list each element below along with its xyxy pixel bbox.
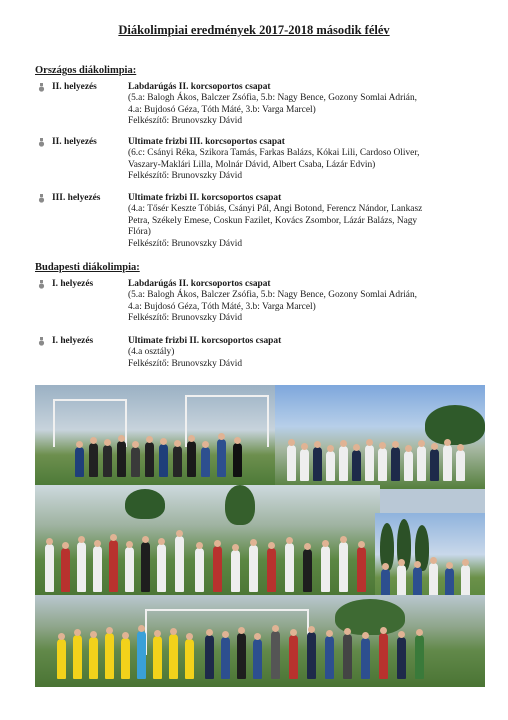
team-photo-group — [35, 485, 380, 600]
team-name: Labdarúgás II. korcsoportos csapat — [128, 279, 271, 289]
section-heading-national: Országos diákolimpia: — [35, 65, 137, 76]
coach-line: Felkészítő: Brunovszky Dávid — [128, 116, 243, 127]
team-members-line: (5.a: Balogh Ákos, Balczer Zsófia, 5.b: Nagy Bence, Gozony Somlai Adrián, — [128, 290, 417, 301]
coach-line: Felkészítő: Brunovszky Dávid — [128, 313, 243, 324]
coach-line: Felkészítő: Brunovszky Dávid — [128, 171, 243, 182]
team-name: Labdarúgás II. korcsoportos csapat — [128, 82, 271, 92]
placement-label: II. helyezés — [52, 82, 97, 92]
team-members-line: (4.a: Tősér Keszte Tóbiás, Csányi Pál, Angi Botond, Ferencz Nándor, Lankasz — [128, 204, 423, 215]
medal-icon — [38, 194, 45, 203]
team-name: Ultimate frizbi II. korcsoportos csapat — [128, 336, 282, 346]
team-members-line: 4.a: Bujdosó Géza, Tóth Máté, 3.b: Varga Marcel) — [128, 301, 316, 312]
result-entry — [35, 336, 480, 376]
medal-icon — [38, 337, 45, 346]
placement-label: I. helyezés — [52, 336, 94, 346]
section-heading-budapest: Budapesti diákolimpia: — [35, 262, 140, 273]
team-photo-frisbee — [275, 385, 485, 489]
team-members-line: 4.a: Bujdosó Géza, Tóth Máté, 3.b: Varga Marcel) — [128, 104, 316, 115]
result-entry — [35, 137, 480, 189]
team-members-line: Vaszary-Maklári Lilla, Molnár Dávid, Albert Csaba, Lázár Edvin) — [128, 159, 376, 170]
team-members-line: (4.a osztály) — [128, 347, 175, 358]
team-members-line: Petra, Székely Emese, Coskun Fazilet, Kovács Zsombor, Lázár Balázs, Nagy — [128, 215, 418, 226]
coach-line: Felkészítő: Brunovszky Dávid — [128, 358, 243, 369]
placement-label: I. helyezés — [52, 279, 94, 289]
medal-icon — [38, 280, 45, 289]
team-name: Ultimate frizbi III. korcsoportos csapat — [128, 137, 285, 147]
medal-icon — [38, 138, 45, 147]
team-photo-medals — [35, 385, 280, 485]
team-name: Ultimate frizbi II. korcsoportos csapat — [128, 193, 282, 203]
page-title: Diákolimpiai eredmények 2017-2018 második félév — [118, 23, 390, 37]
team-members-line: Flóra) — [128, 227, 151, 238]
result-entry — [35, 279, 480, 331]
placement-label: II. helyezés — [52, 137, 97, 147]
photo-collage — [35, 385, 485, 687]
medal-icon — [38, 83, 45, 92]
placement-label: III. helyezés — [52, 193, 101, 203]
team-photo-yellow — [35, 595, 485, 687]
team-members-line: (6.c: Csányi Réka, Szikora Tamás, Farkas Balázs, Kókai Lili, Cardoso Oliver, — [128, 148, 420, 159]
result-entry — [35, 82, 480, 134]
coach-line: Felkészítő: Brunovszky Dávid — [128, 238, 243, 249]
team-members-line: (5.a: Balogh Ákos, Balczer Zsófia, 5.b: Nagy Bence, Gozony Somlai Adrián, — [128, 93, 417, 104]
result-entry — [35, 193, 480, 257]
